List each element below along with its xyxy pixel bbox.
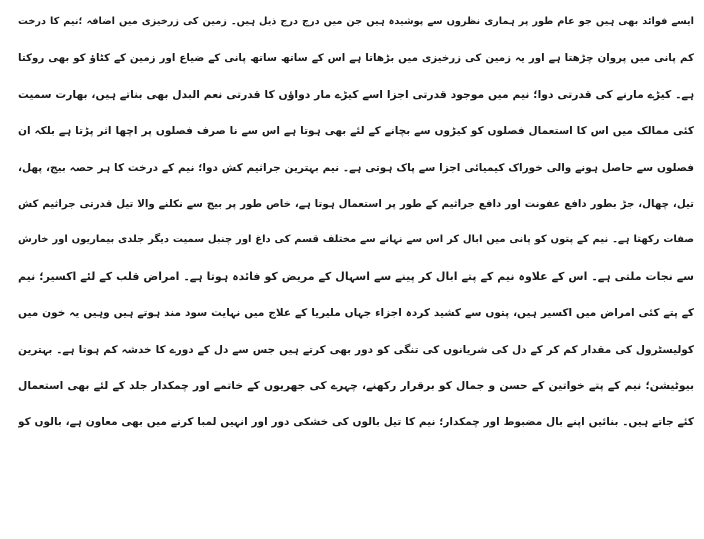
text-line-7: صفات رکھتا ہے۔ نیم کے پتوں کو پانی میں ابال کر اس سے نہانے سے مختلف قسم کی داغ اور چنبل سمیت دیگر جلدی بیماریوں اور خارش	[18, 234, 694, 246]
text-line-5: فصلوں سے حاصل ہونے والی خوراک کیمیائی اجزا سے پاک ہوتی ہے۔ نیم بہترین جراثیم کش دوا؛ نیم کے درخت کا ہر حصہ بیج، پھل،	[18, 161, 694, 174]
text-line-10: کولیسٹرول کی مقدار کم کر کے دل کی شریانوں کی تنگی کو دور بھی کرتے ہیں جس سے دل کے دورے کا خدشہ کم ہوتا ہے۔ بہترین	[18, 343, 694, 356]
text-line-2: کم پانی میں پروان چڑھتا ہے اور یہ زمین کی زرخیزی میں بڑھاتا ہے اس کے ساتھ ساتھ پانی کے ضیاع اور زمین کے کٹاؤ کو بھی روکتا	[18, 52, 694, 65]
text-line-8: سے نجات ملتی ہے۔ اس کے علاوہ نیم کے پتے ابال کر پینے سے اسہال کے مریض کو فائدہ ہوتا ہے۔ امراض قلب کے لئے اکسیر؛ نیم	[18, 269, 694, 283]
text-line-4: کئی ممالک میں اس کا استعمال فصلوں کو کیڑوں سے بچانے کے لئے بھی ہوتا ہے اس سے نا صرف فصلوں پر اچھا اثر پڑتا ہے بلکہ ان	[18, 125, 694, 138]
text-line-9: کے پتے کئی امراض میں اکسیر ہیں، پتوں سے کشید کردہ اجزاء جہاں ملیریا کے علاج میں نہایت سود مند ہوتے ہیں وہیں یہ خون میں	[18, 307, 694, 320]
text-line-1: ایسے فوائد بھی ہیں جو عام طور پر ہماری نظروں سے پوشیدہ ہیں جن میں درج درج ذیل ہیں۔ زمین کی زرخیزی میں اضافہ ؛نیم کا درخت	[18, 16, 694, 27]
text-line-6: تیل، چھال، جڑ بطور دافع عفونت اور دافع جراثیم کے طور پر استعمال ہوتا ہے، خاص طور پر بیج سے نکلنے والا تیل قدرتی جراثیم کش	[18, 197, 694, 210]
text-line-3: ہے۔ کیڑے مارنے کی قدرتی دوا؛ نیم میں موجود قدرتی اجزا اسے کیڑے مار دواؤں کا قدرتی نعم البدل بھی بناتے ہیں، بھارت سمیت	[18, 87, 694, 101]
article-body	[18, 4, 694, 441]
text-line-12: کئے جاتے ہیں۔ بنائیں اپنے بال مضبوط اور چمکدار؛ نیم کا تیل بالوں کی خشکی دور اور انہیں لمبا کرنے میں بھی معاون ہے، بالوں کو	[18, 416, 694, 429]
text-line-11: بیوٹیشن؛ نیم کے پتے خواتین کے حسن و جمال کو برقرار رکھنے، چہرے کی جھریوں کے خاتمے اور چمکدار جلد کے لئے بھی استعمال	[18, 378, 694, 392]
